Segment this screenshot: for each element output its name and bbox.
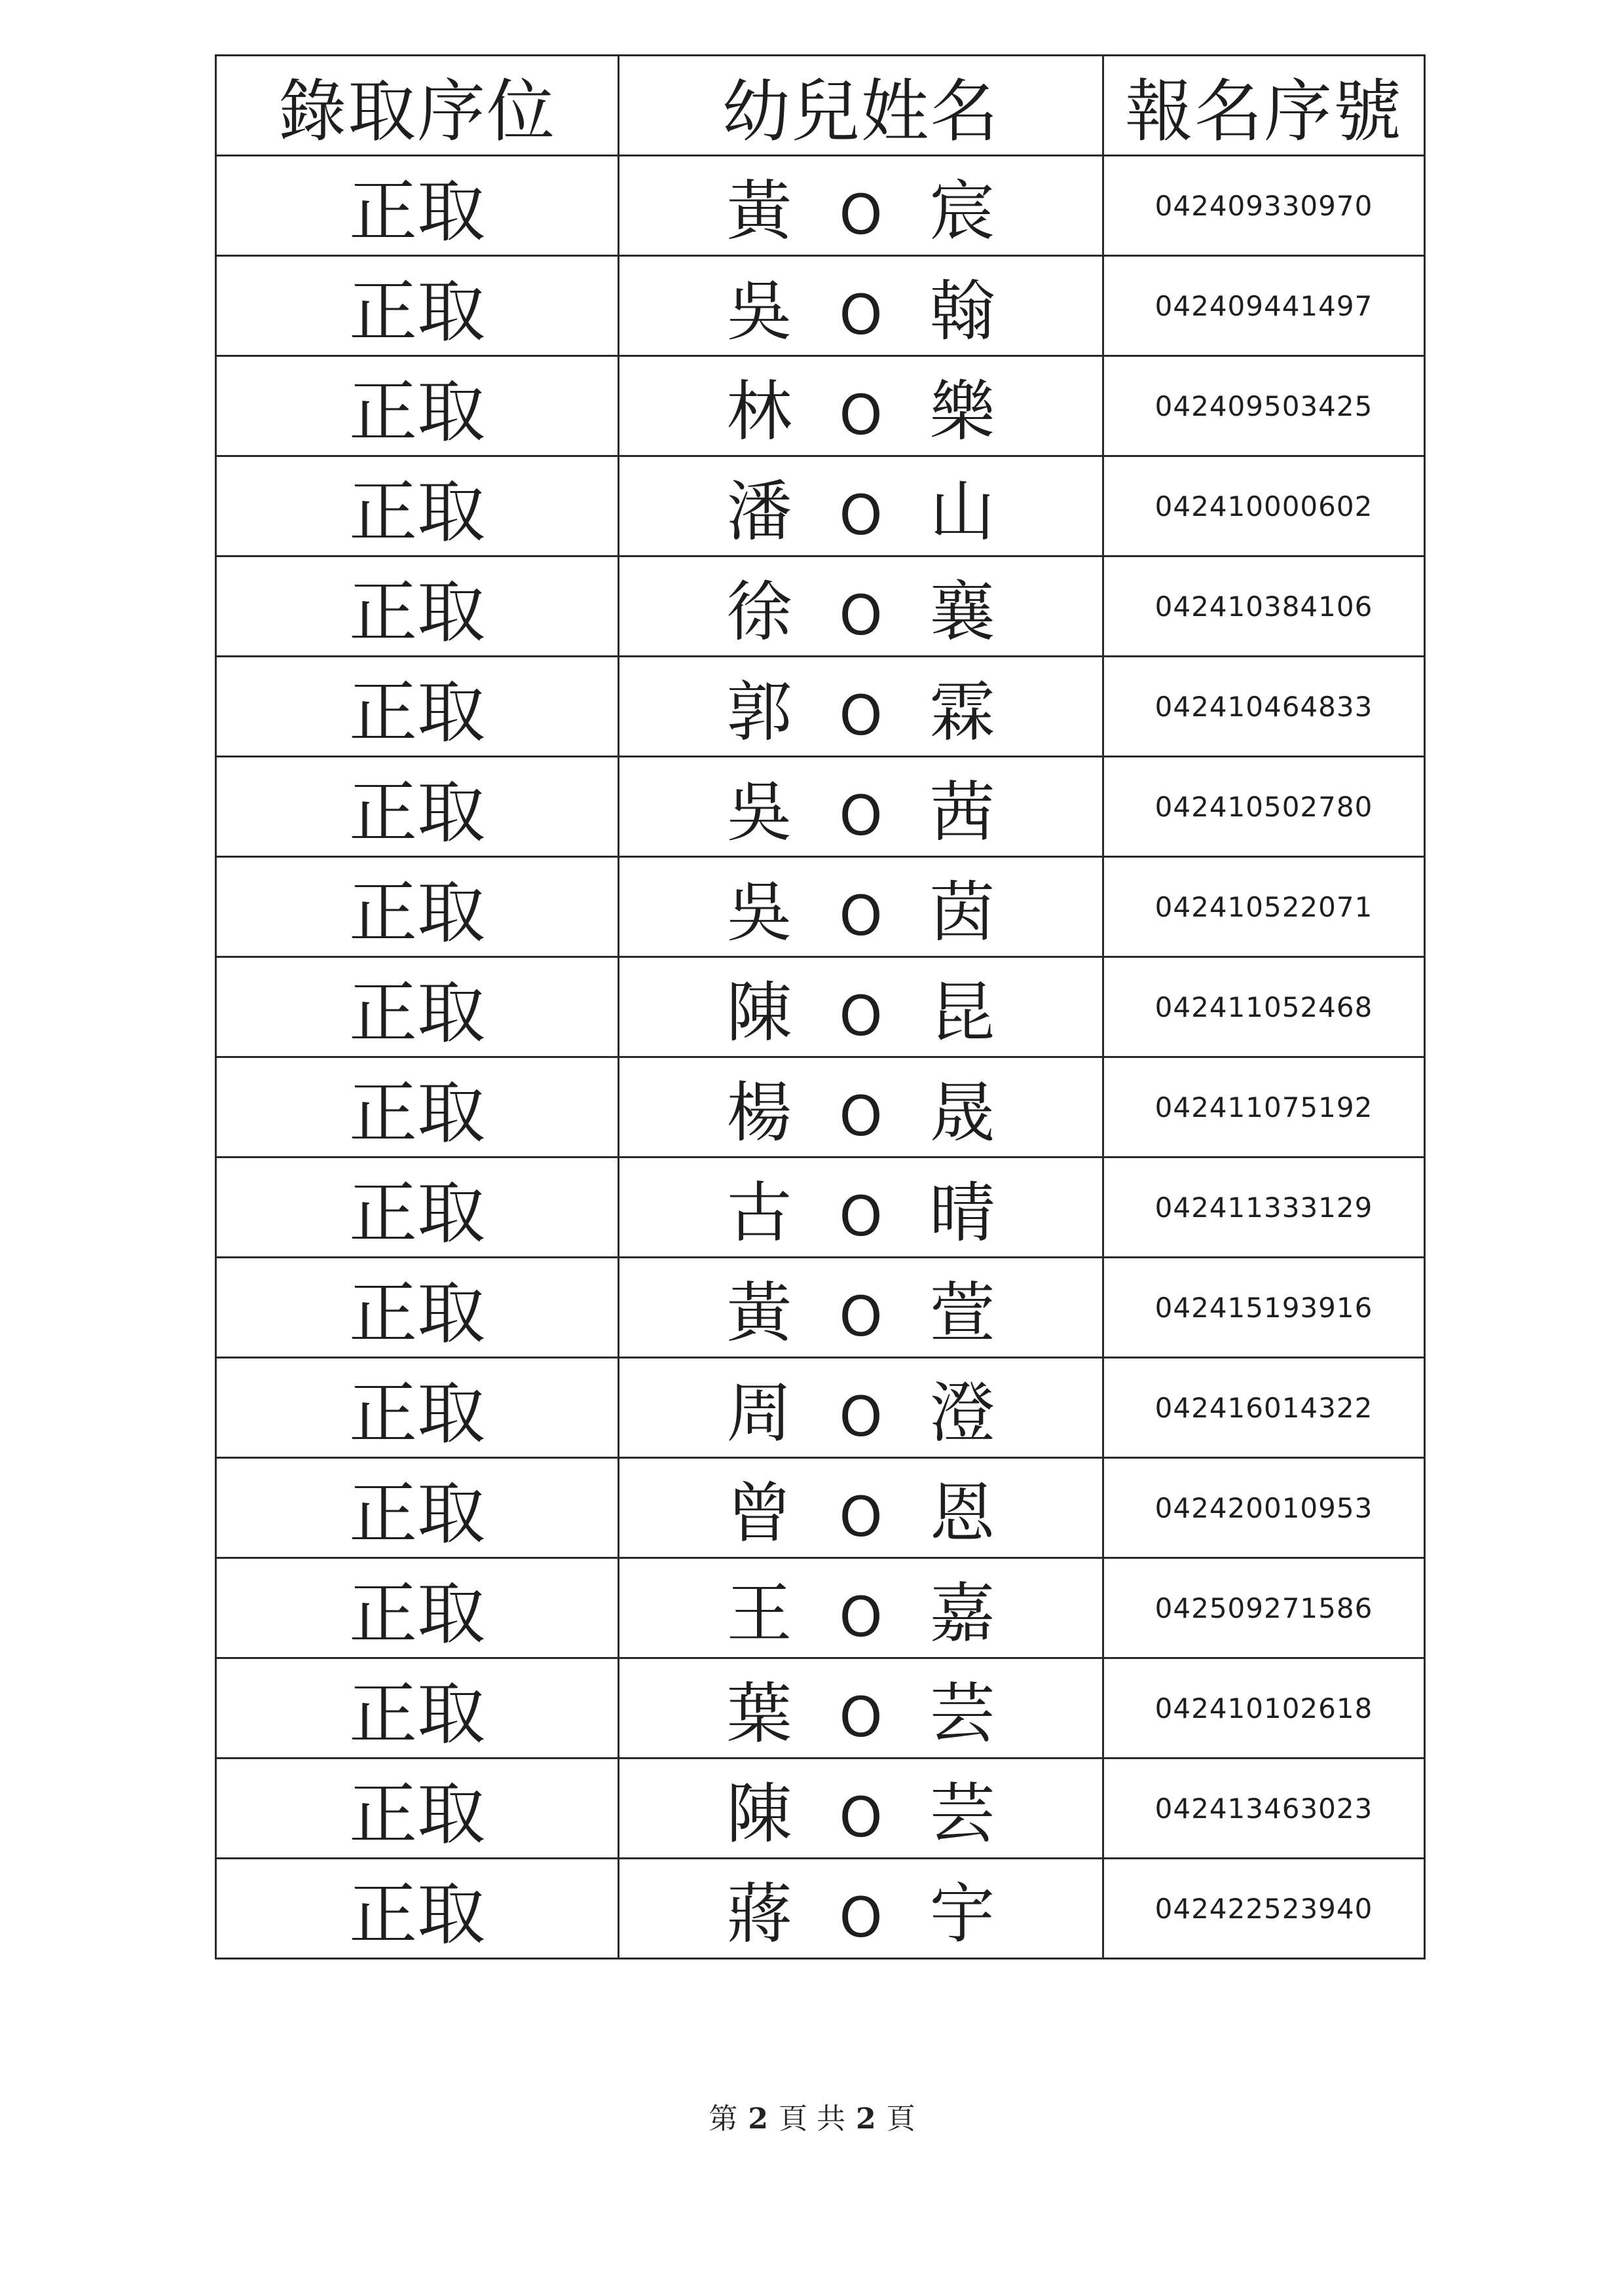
registration-number-cell: 042411052468: [1103, 957, 1425, 1057]
footer-page-number: 2: [748, 2102, 768, 2136]
table-header-row: [216, 56, 1425, 156]
table-row: [216, 757, 1425, 857]
rank-cell: 正取: [216, 1658, 619, 1758]
table-row: [216, 356, 1425, 456]
name-middle: O: [839, 984, 883, 1048]
page-footer: [0, 2095, 1624, 2137]
name-surname: 陳: [726, 1776, 792, 1852]
table-row: [216, 957, 1425, 1057]
name-surname: 黃: [726, 173, 792, 249]
registration-number-cell: 042409503425: [1103, 356, 1425, 456]
name-given: 襄: [929, 574, 995, 650]
child-name-cell: [619, 1157, 1103, 1258]
rank-cell: 正取: [216, 1258, 619, 1358]
rank-cell: 正取: [216, 1157, 619, 1258]
registration-number-cell: 042411075192: [1103, 1057, 1425, 1157]
registration-number-cell: 042413463023: [1103, 1758, 1425, 1859]
name-given: 樂: [929, 373, 995, 450]
child-name-cell: [619, 156, 1103, 256]
name-given: 霖: [929, 674, 995, 750]
header-reg: 報名序號: [1103, 56, 1425, 156]
child-name-cell: [619, 957, 1103, 1057]
registration-number-cell: 042410000602: [1103, 456, 1425, 556]
name-surname: 陳: [726, 974, 792, 1051]
child-name-cell: [619, 256, 1103, 356]
name-surname: 葉: [726, 1675, 792, 1752]
name-surname: 林: [726, 373, 792, 450]
name-surname: 徐: [726, 574, 792, 650]
rank-cell: 正取: [216, 1358, 619, 1458]
registration-number-cell: 042410464833: [1103, 657, 1425, 757]
table-row: [216, 556, 1425, 657]
table-row: [216, 1458, 1425, 1558]
registration-number-cell: 042410522071: [1103, 857, 1425, 957]
name-surname: 楊: [726, 1074, 792, 1151]
registration-number-cell: 042410502780: [1103, 757, 1425, 857]
table-row: [216, 1658, 1425, 1758]
name-given: 萱: [929, 1275, 995, 1351]
rank-cell: 正取: [216, 556, 619, 657]
registration-number-cell: 042415193916: [1103, 1258, 1425, 1358]
rank-cell: 正取: [216, 256, 619, 356]
child-name-cell: [619, 1358, 1103, 1458]
name-surname: 曾: [726, 1475, 792, 1552]
name-middle: O: [839, 383, 883, 447]
child-name-cell: [619, 757, 1103, 857]
name-given: 芸: [929, 1675, 995, 1752]
name-surname: 郭: [726, 674, 792, 750]
footer-mid: 頁 共: [779, 2102, 845, 2136]
rank-cell: 正取: [216, 456, 619, 556]
header-rank: 錄取序位: [216, 56, 619, 156]
rank-cell: 正取: [216, 1859, 619, 1959]
table-row: [216, 1758, 1425, 1859]
registration-number-cell: 042416014322: [1103, 1358, 1425, 1458]
table-row: [216, 1057, 1425, 1157]
rank-cell: 正取: [216, 1558, 619, 1658]
table-row: [216, 1859, 1425, 1959]
name-given: 茜: [929, 774, 995, 850]
rank-cell: 正取: [216, 356, 619, 456]
name-middle: O: [839, 784, 883, 848]
name-middle: O: [839, 1585, 883, 1649]
name-middle: O: [839, 1685, 883, 1749]
rank-cell: 正取: [216, 757, 619, 857]
name-given: 山: [929, 473, 995, 550]
table-row: [216, 1157, 1425, 1258]
name-given: 晟: [929, 1074, 995, 1151]
table-row: [216, 256, 1425, 356]
name-surname: 吳: [726, 273, 792, 350]
child-name-cell: [619, 1658, 1103, 1758]
name-given: 宸: [929, 173, 995, 249]
name-given: 嘉: [929, 1575, 995, 1652]
name-given: 宇: [929, 1876, 995, 1952]
table-row: [216, 156, 1425, 256]
registration-number-cell: 042409441497: [1103, 256, 1425, 356]
table-row: [216, 1258, 1425, 1358]
rank-cell: 正取: [216, 657, 619, 757]
registration-number-cell: 042420010953: [1103, 1458, 1425, 1558]
rank-cell: 正取: [216, 1458, 619, 1558]
name-given: 茵: [929, 874, 995, 951]
child-name-cell: [619, 1859, 1103, 1959]
name-surname: 王: [726, 1575, 792, 1652]
registration-number-cell: 042422523940: [1103, 1859, 1425, 1959]
name-middle: O: [839, 1385, 883, 1449]
admission-list: [215, 54, 1424, 1959]
name-given: 澄: [929, 1375, 995, 1451]
name-surname: 黃: [726, 1275, 792, 1351]
child-name-cell: [619, 1758, 1103, 1859]
header-name: 幼兒姓名: [619, 56, 1103, 156]
name-middle: O: [839, 1886, 883, 1950]
registration-number-cell: 042409330970: [1103, 156, 1425, 256]
name-middle: O: [839, 1184, 883, 1248]
child-name-cell: [619, 657, 1103, 757]
name-middle: O: [839, 884, 883, 948]
name-middle: O: [839, 1785, 883, 1850]
name-surname: 蔣: [726, 1876, 792, 1952]
registration-number-cell: 042410384106: [1103, 556, 1425, 657]
registration-number-cell: 042410102618: [1103, 1658, 1425, 1758]
rank-cell: 正取: [216, 1758, 619, 1859]
admission-table: [215, 54, 1426, 1959]
child-name-cell: [619, 1258, 1103, 1358]
rank-cell: 正取: [216, 1057, 619, 1157]
registration-number-cell: 042411333129: [1103, 1157, 1425, 1258]
name-middle: O: [839, 583, 883, 647]
name-given: 恩: [929, 1475, 995, 1552]
name-surname: 吳: [726, 874, 792, 951]
table-row: [216, 857, 1425, 957]
name-middle: O: [839, 683, 883, 748]
child-name-cell: [619, 1458, 1103, 1558]
child-name-cell: [619, 857, 1103, 957]
name-middle: O: [839, 283, 883, 347]
registration-number-cell: 042509271586: [1103, 1558, 1425, 1658]
table-row: [216, 1358, 1425, 1458]
name-middle: O: [839, 1485, 883, 1549]
footer-prefix: 第: [709, 2102, 738, 2136]
child-name-cell: [619, 1057, 1103, 1157]
name-given: 晴: [929, 1175, 995, 1251]
name-middle: O: [839, 1084, 883, 1148]
child-name-cell: [619, 556, 1103, 657]
table-row: [216, 657, 1425, 757]
name-surname: 古: [726, 1175, 792, 1251]
child-name-cell: [619, 356, 1103, 456]
name-given: 昆: [929, 974, 995, 1051]
table-row: [216, 1558, 1425, 1658]
rank-cell: 正取: [216, 857, 619, 957]
rank-cell: 正取: [216, 156, 619, 256]
child-name-cell: [619, 1558, 1103, 1658]
name-given: 芸: [929, 1776, 995, 1852]
name-surname: 周: [726, 1375, 792, 1451]
rank-cell: 正取: [216, 957, 619, 1057]
name-middle: O: [839, 1285, 883, 1349]
name-surname: 吳: [726, 774, 792, 850]
footer-suffix: 頁: [886, 2102, 915, 2136]
name-given: 翰: [929, 273, 995, 350]
name-middle: O: [839, 483, 883, 547]
table-row: [216, 456, 1425, 556]
name-middle: O: [839, 183, 883, 247]
footer-total-pages: 2: [856, 2102, 876, 2136]
name-surname: 潘: [726, 473, 792, 550]
child-name-cell: [619, 456, 1103, 556]
